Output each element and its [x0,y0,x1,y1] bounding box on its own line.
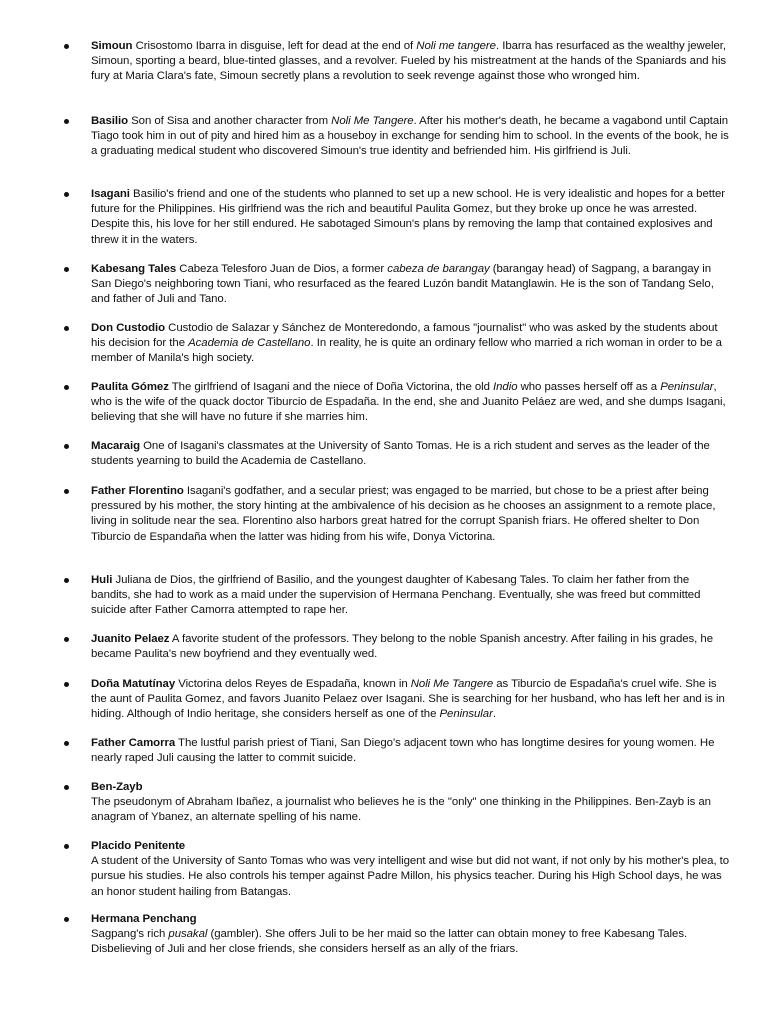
book-title: Noli me tangere [416,40,496,52]
bullet-icon [64,326,69,331]
term-italic: Peninsular [439,708,493,721]
character-name: Simoun [91,40,133,52]
description-text: who passes herself off as a [517,381,661,393]
description-text: (barangay head) of Sagpang, a barangay in San Diego's neighboring town Tiani, who resurfaced as the feared Luzón bandit Matanglawin. He is the son of Tandang Selo, and father of Juli and Tano. [91,263,714,306]
bullet-icon [64,917,69,922]
description-text: A favorite student of the professors. They belong to the noble Spanish ancestry. After failing in his grades, he became Paulita's new boyfriend and they eventually wed. [91,633,713,661]
list-item-paulita-gomez [91,380,731,426]
character-name: Huli [91,574,113,586]
description-text: . Ibarra has resurfaced as the wealthy jeweler, Simoun, sporting a beard, blue-tinted glasses, and a revolver. Fueled by his mistreatment at the hands of the Spaniards and his fury at Maria Clara's fate, Simoun secretly plans a revolution to seek revenge against those who wronged him. [91,40,727,83]
description-text: Isagani's godfather, and a secular priest; was engaged to be married, but chose to be a priest after being pressured by his mother, the story hinting at the ambivalence of his decision as he chooses an assignment to a remote place, living in solitude near the sea. Florentino also harbors great hatred for the corrupt Spanish friars. He offered shelter to Don Tiburcio de Espandaña when the latter was hiding from his wife, Donya Victorina. [91,485,716,543]
description-text: Victorina delos Reyes de Espadaña, known in [175,678,411,690]
bullet-icon [64,444,69,449]
bullet-icon [64,385,69,390]
description-text: The girlfriend of Isagani and the niece of Doña Victorina, the old [168,381,494,393]
term-italic: cabeza de barangay [387,263,490,275]
list-item-basilio [91,114,731,160]
character-name: Don Custodio [91,322,166,334]
description-text: as Tiburcio de Espadaña's cruel wife. She is the aunt of Paulita Gomez, and favors Juanito Pelaez over Isagani. She is searching for her husband, who has left her and is in hiding. Although of Indio heritage, she considers herself as one of the [91,678,725,721]
list-item-simoun [91,39,731,85]
character-name: Father Florentino [91,485,184,497]
bullet-icon [64,489,69,494]
character-name: Isagani [91,188,130,200]
book-title: Noli Me Tangere [331,115,414,127]
character-name: Hermana Penchang [91,913,197,925]
list-item-don-custodio [91,321,731,367]
term-italic: pusakal [168,928,208,941]
term-italic: Indio [493,381,518,393]
character-name: Placido Penitente [91,840,186,852]
character-name: Ben-Zayb [91,781,143,793]
list-item-hermana-penchang [91,912,731,958]
list-item-isagani [91,187,731,248]
bullet-icon [64,682,69,687]
description-text: . [492,708,496,721]
list-item-father-florentino [91,484,731,545]
description-text: (gambler). She offers Juli to be her maid so the latter can obtain money to free Kabesang Tales. Disbelieving of Juli and her close friends, she considers herself as an ally of the friars. [91,928,688,956]
character-name: Juanito Pelaez [91,633,170,645]
term-italic: Academia de Castellano [188,337,311,350]
character-name: Kabesang Tales [91,263,177,275]
character-name: Doña Matutínay [91,678,176,690]
description-text: , who is the wife of the quack doctor Tiburcio de Espadaña. In the end, she and Juanito Peláez are wed, and she dumps Isagani, believing that she will have no future if she marries him. [91,381,726,424]
term-italic: Peninsular [660,381,714,393]
character-name: Basilio [91,115,128,127]
character-name: Paulita Gómez [91,381,169,393]
description-text: Cabeza Telesforo Juan de Dios, a former [176,263,388,275]
list-item-huli [91,573,731,619]
list-item-ben-zayb [91,780,731,826]
bullet-icon [64,785,69,790]
bullet-icon [64,267,69,272]
list-item-placido-penitente [91,839,731,900]
description-text: Sagpang's rich [91,928,169,941]
description-text: Crisostomo Ibarra in disguise, left for dead at the end of [132,40,417,52]
list-item-kabesang-tales [91,262,731,308]
list-item-father-camorra [91,736,731,766]
bullet-icon [64,741,69,746]
character-name: Macaraig [91,440,140,452]
description-text: . In reality, he is quite an ordinary fellow who married a rich woman in order to be a member of Manila's high society. [91,337,722,365]
character-name: Father Camorra [91,737,176,749]
description-text: The pseudonym of Abraham Ibañez, a journalist who believes he is the "only" one thinking in the Philippines. Ben-Zayb is an anagram of Ybanez, an alternate spelling of his name. [91,796,711,824]
bullet-icon [64,44,69,49]
bullet-icon [64,637,69,642]
bullet-icon [64,844,69,849]
book-title: Noli Me Tangere [410,678,494,690]
bullet-icon [64,578,69,583]
description-text: The lustful parish priest of Tiani, San Diego's adjacent town who has longtime desires for young women. He nearly raped Juli causing the latter to commit suicide. [91,737,715,765]
bullet-icon [64,119,69,124]
description-text: Custodio de Salazar y Sánchez de Monteredondo, a famous "journalist" who was asked by the students about his decision for the [91,322,718,350]
description-text: . After his mother's death, he became a vagabond until Captain Tiago took him in out of pity and hired him as a houseboy in exchange for sending him to school. In the events of the book, he is a graduating medical student who discovered Simoun's true identity and befriended him. His girlfriend is Juli. [91,115,729,158]
list-item-juanito-pelaez [91,632,731,662]
description-text: Basilio's friend and one of the students who planned to set up a new school. He is very idealistic and hopes for a better future for the Philippines. His girlfriend was the rich and beautiful Paulita Gomez, but they broke up once he was arrested. Despite this, his love for her still endured. He sabotaged Simoun's plans by removing the lamp that contained explosives and threw it in the waters. [91,188,725,246]
bullet-icon [64,192,69,197]
list-item-dona-matutinay [91,677,731,723]
description-text: One of Isagani's classmates at the University of Santo Tomas. He is a rich student and serves as the leader of the students yearning to build the Academia de Castellano. [91,440,710,468]
description-text: Son of Sisa and another character from [128,115,332,127]
list-item-macaraig [91,439,731,469]
description-text: Juliana de Dios, the girlfriend of Basilio, and the youngest daughter of Kabesang Tales. To claim her father from the bandits, she had to work as a maid under the supervision of Hermana Penchang. Eventually, she was freed but committed suicide after Father Camorra attempted to rape her. [91,574,701,617]
description-text: A student of the University of Santo Tomas who was very intelligent and wise but did not want, if not only by his mother's plea, to pursue his studies. He also controls his temper against Padre Millon, his physics teacher. During his High School days, he was an honor student hailing from Batangas. [91,855,730,898]
